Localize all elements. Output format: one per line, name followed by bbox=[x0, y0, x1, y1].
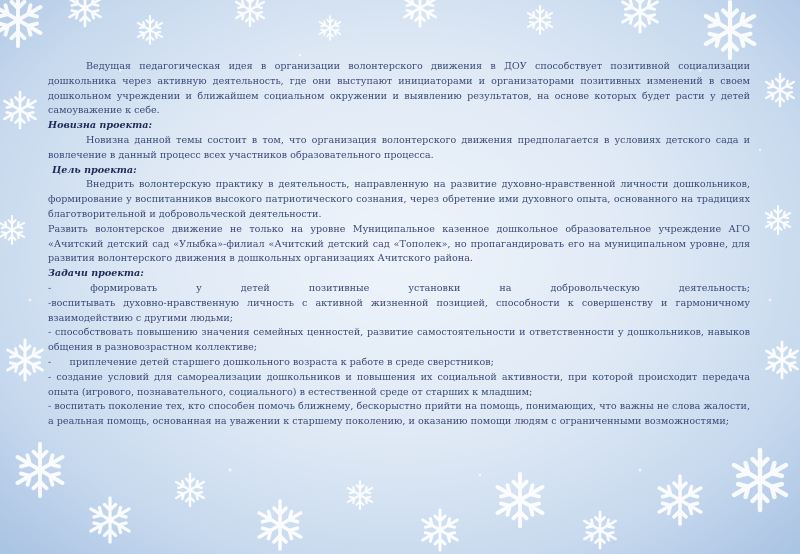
novelty-paragraph: Новизна данной темы состоит в том, что организация волонтерского движения предполагается в условиях детского сада и вовлечение в данный процесс всех участников образовательного процесса. bbox=[48, 134, 750, 161]
goal-paragraph: Внедрить волонтерскую практику в деятельность, направленную на развитие духовно-нравственной личности дошкольников, формирование у воспитанников высокого патриотического сознания, через обретение ими духовного опыта, основанного на традициях благотворительной и добровольческой деятельности. bbox=[48, 179, 750, 220]
task-item-1 bbox=[48, 282, 750, 297]
task-1-word: детей bbox=[240, 282, 270, 294]
task-item-5: - создание условий для самореализации дошкольников и повышения их социальной активности, при которой происходит передача опыта (игрового, познавательного, социального) в естественной среде от старших к младшим; bbox=[48, 371, 750, 398]
task-1-word: деятельность; bbox=[678, 282, 750, 294]
task-1-word: формировать bbox=[90, 282, 158, 294]
task-1-word: установки bbox=[408, 282, 461, 294]
task-1-word: позитивные bbox=[308, 282, 370, 294]
task-1-word: - bbox=[48, 282, 52, 294]
goal-heading: Цель проекта: bbox=[52, 164, 137, 176]
task-1-word: у bbox=[196, 282, 202, 294]
document-body bbox=[48, 60, 750, 430]
goal-paragraph-2: Развить волонтерское движение не только на уровне Муниципальное казенное дошкольное образовательное учреждение АГО «Ачитский детский сад «Улыбка»-филиал «Ачитский детский сад «Тополек», но пропагандировать его на муниципальном уровне, для развития волонтерского движения в дошкольных организациях Ачитского района. bbox=[48, 223, 750, 265]
task-1-word: на bbox=[499, 282, 512, 294]
task-item-3: - способствовать повышению значения семейных ценностей, развитие самостоятельности и ответственности у дошкольников, навыков общения в разновозрастном коллективе; bbox=[48, 327, 750, 354]
novelty-heading: Новизна проекта: bbox=[48, 120, 152, 132]
task-item-4: - приплечение детей старшего дошкольного возраста к работе в среде сверстников; bbox=[48, 356, 494, 368]
task-1-word: добровольческую bbox=[550, 282, 640, 294]
intro-paragraph: Ведущая педагогическая идея в организации волонтерского движения в ДОУ способствует позитивной социализации дошкольника через активную деятельность, где они выступают инициаторами и организаторами позитивных изменений в своем дошкольном учреждении и ближайшем социальном окружении и выявлению результатов, на основе которых будет расти у детей самоуважение к себе. bbox=[48, 61, 750, 117]
tasks-heading: Задачи проекта: bbox=[48, 268, 144, 280]
task-item-6: - воспитать поколение тех, кто способен помочь ближнему, бескорыстно прийти на помощь, понимающих, что важны не слова жалости, а реальная помощь, основанная на уважении к старшему поколению, и оказанию помощи людям с ограниченными возможностями; bbox=[48, 401, 750, 428]
task-item-2: -воспитывать духовно-нравственную личность с активной жизненной позицией, способности к совершенству и гармоничному взаимодействию с другими людьми; bbox=[48, 297, 750, 324]
